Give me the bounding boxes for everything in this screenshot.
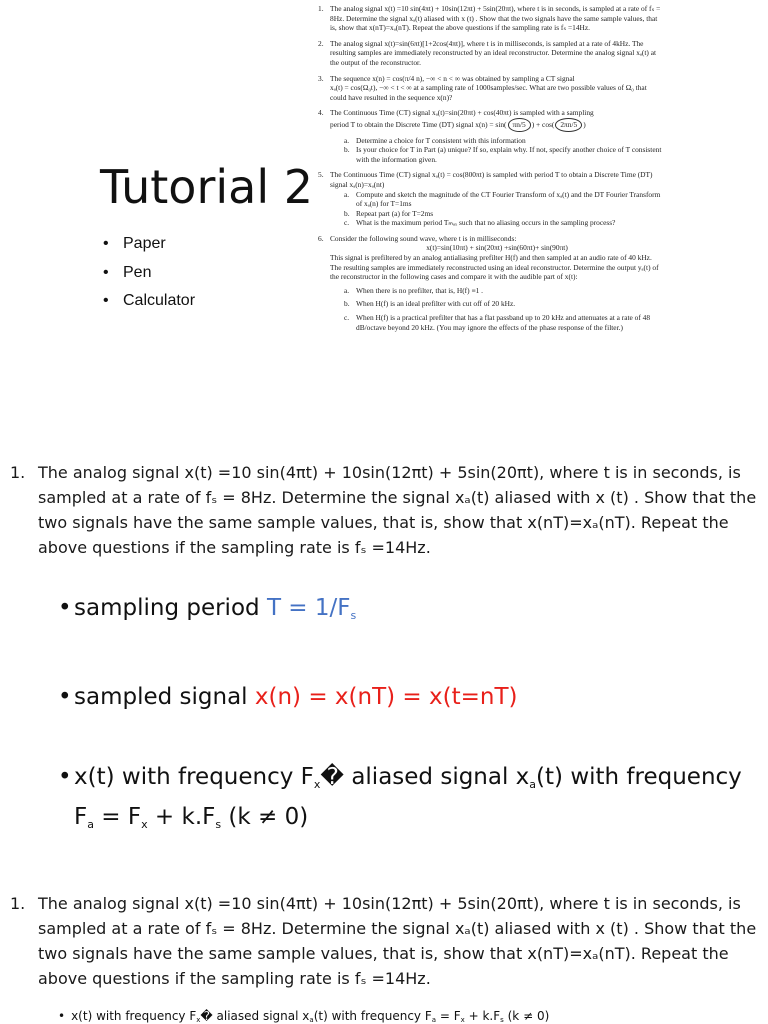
sub-question — [344, 218, 664, 228]
sub-question-letter: b. — [344, 208, 350, 218]
problem-sheet-thumbnail — [318, 4, 664, 338]
tutorial-title: Tutorial 2 — [100, 160, 313, 214]
bullet-aliasing-rule: • x(t) with frequency $F_x�$ aliased signal $x_a(t)$ with frequency $F_a = F_x + k.F_s$ (k ≠ 0) — [58, 761, 758, 841]
sub-question-letter: b. — [344, 145, 350, 155]
bullet-label: sampling period — [74, 595, 267, 621]
question-number: 1. — [318, 4, 324, 13]
question-number: 2. — [318, 38, 324, 48]
sub-question-letter: a. — [344, 285, 350, 295]
notes-bullet-list — [58, 592, 758, 841]
sub-question-letter: c. — [344, 313, 350, 323]
sub-question — [344, 145, 664, 164]
sub-question-letter: a. — [344, 135, 350, 145]
bullet-sampled-signal — [58, 681, 758, 714]
question-number: 4. — [318, 108, 324, 118]
sub-question-text: Determine a choice for T consistent with this information — [356, 135, 526, 145]
question-block — [10, 460, 766, 560]
bullet-sampling-period — [58, 592, 758, 632]
sub-question — [344, 190, 664, 209]
sub-question-letter: a. — [344, 189, 350, 199]
question-number: 6. — [318, 233, 324, 243]
sub-question-text: When there is no prefilter, that is, H(f) ≡1 . — [356, 285, 484, 295]
material-item: • Calculator — [103, 287, 195, 316]
fraction-term: 2πn/5 — [555, 118, 582, 132]
formula-sampled-signal: x(n) = x(nT) = x(t=nT) — [254, 684, 518, 710]
materials-list — [103, 230, 195, 316]
question-number: 1. — [10, 894, 26, 913]
bullet-label: sampled signal — [74, 684, 255, 710]
sub-question — [344, 136, 664, 146]
formula-text: ) — [583, 119, 586, 129]
question-number: 3. — [318, 73, 324, 83]
sub-question — [344, 299, 664, 309]
question-line — [330, 118, 664, 132]
sub-question-text: Repeat part (a) for T=2ms — [356, 208, 434, 218]
sub-question-letter: b. — [344, 299, 350, 309]
sheet-question-4 — [318, 108, 664, 164]
sub-question-text: When H(f) is an ideal prefilter with cut off of 20 kHz. — [356, 299, 516, 309]
material-item: • Pen — [103, 259, 195, 288]
question-text: The analog signal x(t)=sin(6πt)[1+2cos(4πt)], where t is in milliseconds, is sampled at a rate of 4kHz. The resulting samples are immediately reconstructed by an ideal reconstructor. Determine the analog signal xₐ(t) at the output of the reconstructor. — [330, 38, 657, 67]
formula-text: ) + cos( — [531, 119, 555, 129]
question-number: 1. — [10, 463, 26, 482]
slide-sampling-notes — [0, 432, 768, 864]
question-line: The sequence x(n) = cos(π/4 n), −∞ < n < ∞ was obtained by sampling a CT signal — [330, 73, 575, 83]
sub-question — [344, 313, 664, 332]
slide-tutorial-overview — [0, 0, 768, 432]
sheet-question-6 — [318, 234, 664, 332]
fraction-term: πn/5 — [508, 118, 531, 132]
sub-question-text: When H(f) is a practical prefilter that has a flat passband up to 20 kHz and attenuates at a rate of 48 dB/octave beyond 20 kHz. (You may ignore the effects of the phase response of the filter.) — [356, 313, 651, 332]
formula-sampling-period: $T = 1/F_s$ — [266, 595, 357, 622]
question-text: The analog signal x(t) =10 sin(4πt) + 10sin(12πt) + 5sin(20πt), where t is in seconds, is sampled at a rate of fₛ = 8Hz. Determine the signal xₐ(t) aliased with x (t) . Show that the two signals have the same sample values, that is, show that x(nT)=xₐ(nT). Repeat the above questions if the sampling rate is fₛ =14Hz. — [38, 463, 757, 557]
question-text: The Continuous Time (CT) signal xₐ(t) = cos(800πt) is sampled with period T to obtain a Discrete Time (DT) signal xₐ(n)=xₐ(nt) — [330, 170, 653, 189]
sub-question-text: Compute and sketch the magnitude of the CT Fourier Transform of xₐ(t) and the DT Fourier Transform of xₐ(n) for T=1ms — [356, 189, 661, 209]
question-number: 5. — [318, 170, 324, 180]
sheet-question-1 — [318, 4, 664, 33]
question-paragraph: This signal is prefiltered by an analog antialiasing prefilter H(f) and then sampled at an audio rate of 40 kHz. The resulting samples are immediately reconstructed using an ideal reconstructor. Determine the output yₐ(t) of the reconstructor in the following cases and compare it with the audible part of x(t): — [330, 253, 659, 282]
bullet-aliasing-rule: • x(t) with frequency $F_x�$ aliased signal $x_a(t)$ with frequency $F_a = F_x + k.F_s$ (k ≠ 0) — [58, 1008, 549, 1024]
question-line: xₐ(t) = cos(Ω₀t), −∞ < t < ∞ at a sampling rate of 1000samples/sec. What are two possible values of Ω₀ that could have resulted in the sequence x(n)? — [330, 83, 647, 102]
question-text: The analog signal x(t) =10 sin(4πt) + 10sin(12πt) + 5sin(20πt), where t is in seconds, is sampled at a rate of fₛ = 8Hz. Determine the signal xₐ(t) aliased with x (t) . Show that the two signals have the same sample values, that is, show that x(nT)=xₐ(nT). Repeat the above questions if the sampling rate is fₛ =14Hz. — [330, 4, 661, 33]
material-item: • Paper — [103, 230, 195, 259]
sub-question-letter: c. — [344, 218, 350, 228]
sub-question — [344, 209, 664, 219]
formula-text: period T to obtain the Discrete Time (DT) signal x(n) = sin( — [330, 119, 507, 129]
sheet-question-3 — [318, 74, 664, 103]
sub-question-text: Is your choice for T in Part (a) unique? If so, explain why. If not, specify another choice of T consistent with the information given. — [356, 145, 662, 164]
signal-formula: x(t)=sin(10πt) + sin(20πt) +sin(60πt)+ sin(90πt) — [426, 243, 568, 253]
question-block — [10, 891, 766, 991]
slide-question-repeat — [0, 864, 768, 1024]
question-text: The analog signal x(t) =10 sin(4πt) + 10sin(12πt) + 5sin(20πt), where t is in seconds, is sampled at a rate of fₛ = 8Hz. Determine the signal xₐ(t) aliased with x (t) . Show that the two signals have the same sample values, that is, show that x(nT)=xₐ(nT). Repeat the above questions if the sampling rate is fₛ =14Hz. — [38, 894, 757, 988]
sheet-question-5 — [318, 170, 664, 228]
question-text: Consider the following sound wave, where t is in milliseconds: — [330, 233, 517, 243]
sheet-question-2 — [318, 39, 664, 68]
sub-question-text: What is the maximum period Tₘₐₓ such that no aliasing occurs in the sampling process? — [356, 218, 616, 228]
sub-question — [344, 286, 664, 296]
question-line: The Continuous Time (CT) signal xₐ(t)=sin(20πt) + cos(40πt) is sampled with a sampling — [330, 108, 594, 118]
